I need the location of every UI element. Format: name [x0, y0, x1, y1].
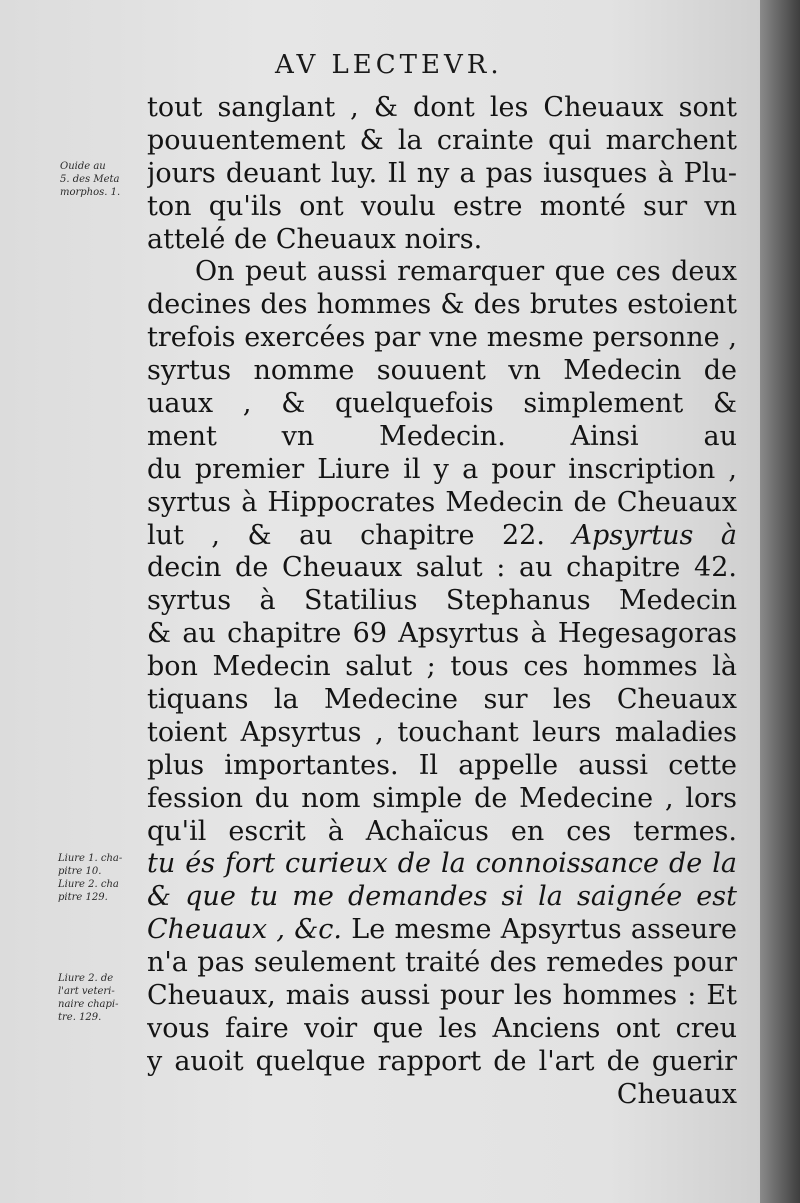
text-line: decin de Cheuaux salut : au chapitre 42. [147, 552, 737, 584]
marginal-line: tre. 129. [58, 1012, 102, 1023]
text-span: lut , & au chapitre 22. [147, 519, 573, 551]
text-line: tiquans la Medecine sur les Cheuaux [147, 684, 737, 716]
text-line: tout sanglant , & dont les Cheuaux sont [147, 92, 737, 123]
text-line: ton qu'ils ont voulu estre monté sur vn [147, 190, 737, 222]
text-line: y auoit quelque rapport de l'art de guerir [147, 1045, 737, 1077]
text-line-mixed [147, 914, 737, 947]
book-gutter-shadow [760, 0, 800, 1203]
marginal-note-liure-1 [58, 852, 122, 904]
text-line-paragraph-start: On peut aussi remarquer que ces deux [195, 256, 737, 288]
marginal-line: Liure 2. cha [58, 879, 119, 890]
marginal-line: pitre 10. [58, 866, 102, 877]
text-line: plus importantes. Il appelle aussi cette [147, 749, 737, 781]
text-line: attelé de Cheuaux noirs. [147, 223, 483, 255]
text-line: n'a pas seulement traité des remedes pour [147, 947, 737, 979]
italic-span: & que tu me demandes si la saignée est [147, 881, 737, 913]
catchword: Cheuaux [616, 1078, 737, 1110]
marginal-line: pitre 129. [58, 892, 108, 903]
text-line: syrtus à Statilius Stephanus Medecin [147, 585, 737, 617]
text-span: qu'il escrit à Achaïcus en ces termes. [147, 815, 737, 847]
text-line: & au chapitre 69 Apsyrtus à Hegesagoras [147, 618, 737, 650]
text-line: ment vn Medecin. Ainsi au [147, 420, 737, 452]
italic-span: tu és fort curieux de la connoissance de la [147, 848, 737, 880]
page-body-text [147, 92, 737, 1112]
text-line: toient Apsyrtus , touchant leurs maladies [147, 716, 737, 748]
text-line: fession du nom simple de Medecine , lors [147, 782, 737, 814]
text-line: pouuentement & la crainte qui marchent [147, 124, 737, 156]
marginal-note-ovid [60, 160, 120, 199]
text-line: syrtus à Hippocrates Medecin de Cheuaux [147, 486, 737, 518]
text-line: jours deuant luy. Il ny a pas iusques à Plu- [147, 157, 737, 189]
text-line: uaux , & quelquefois simplement & [147, 388, 737, 420]
marginal-line: l'art veteri- [58, 986, 115, 997]
page-header: AV LECTEVR. [275, 50, 503, 80]
marginal-line: Ouide au [60, 161, 106, 172]
text-span: Le mesme Apsyrtus asseure [351, 914, 737, 946]
text-line: trefois exercées par vne mesme personne , [147, 322, 737, 354]
text-line: Cheuaux, mais aussi pour les hommes : Et [147, 980, 737, 1012]
marginal-line: Liure 1. cha- [58, 853, 123, 864]
marginal-note-liure-2 [58, 972, 118, 1024]
text-line: decines des hommes & des brutes estoient [147, 289, 737, 321]
marginal-line: naire chapi- [58, 999, 119, 1010]
italic-span: Cheuaux , &c. [147, 914, 342, 946]
text-line: bon Medecin salut ; tous ces hommes là [147, 651, 737, 683]
text-line: syrtus nomme souuent vn Medecin de [147, 355, 737, 387]
text-line-mixed [147, 881, 737, 914]
text-line-mixed [147, 816, 737, 849]
text-line-mixed [147, 520, 737, 553]
text-line: du premier Liure il y a pour inscription , [147, 453, 737, 485]
text-line: vous faire voir que les Anciens ont creu [147, 1012, 737, 1044]
text-line-mixed [147, 848, 737, 881]
marginal-line: morphos. 1. [60, 187, 121, 198]
marginal-line: Liure 2. de [58, 973, 114, 984]
marginal-line: 5. des Meta [60, 174, 120, 185]
italic-span: Apsyrtus à [572, 519, 737, 551]
